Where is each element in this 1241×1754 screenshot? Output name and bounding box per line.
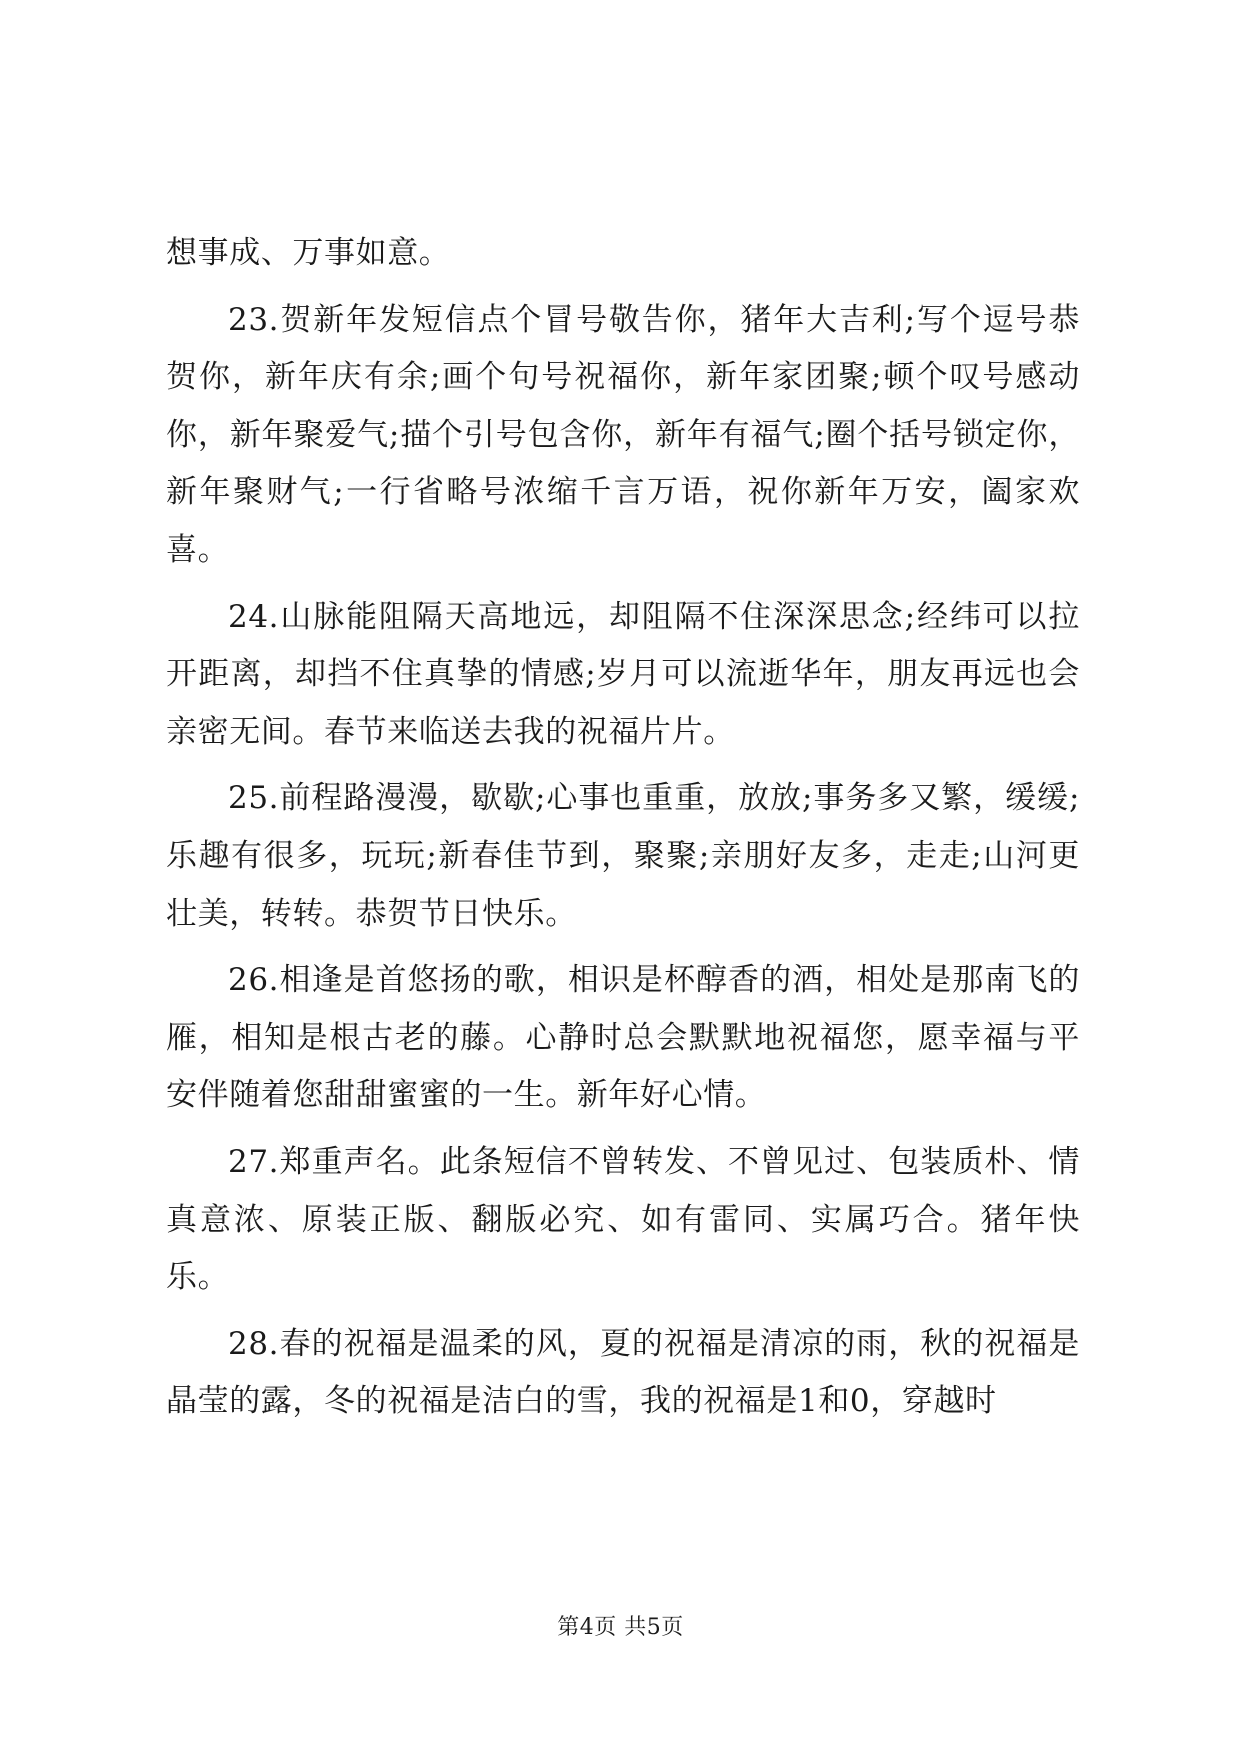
paragraph-27: 27.郑重声名。此条短信不曾转发、不曾见过、包装质朴、情真意浓、原装正版、翻版必究、如有雷同、实属巧合。猪年快乐。 bbox=[166, 1143, 1080, 1296]
paragraph-28: 28.春的祝福是温柔的风，夏的祝福是清凉的雨，秋的祝福是晶莹的露，冬的祝福是洁白的雪，我的祝福是1和0，穿越时 bbox=[166, 1325, 1080, 1420]
page-footer: 第4页 共5页 bbox=[557, 1615, 684, 1640]
paragraph-26: 26.相逢是首悠扬的歌，相识是杯醇香的酒，相处是那南飞的雁，相知是根古老的藤。心静时总会默默地祝福您，愿幸福与平安伴随着您甜甜蜜蜜的一生。新年好心情。 bbox=[166, 962, 1080, 1114]
document-body bbox=[166, 225, 1080, 1440]
paragraph-23: 23.贺新年发短信点个冒号敬告你，猪年大吉利;写个逗号恭贺你，新年庆有余;画个句号祝福你，新年家团聚;顿个叹号感动你，新年聚爱气;描个引号包含你，新年有福气;圈个括号锁定你，新年聚财气;一行省略号浓缩千言万语，祝你新年万安，阖家欢喜。 bbox=[166, 301, 1080, 568]
paragraph-24: 24.山脉能阻隔天高地远，却阻隔不住深深思念;经纬可以拉开距离，却挡不住真挚的情感;岁月可以流逝华年，朋友再远也会亲密无间。春节来临送去我的祝福片片。 bbox=[166, 598, 1080, 750]
paragraph-25: 25.前程路漫漫，歇歇;心事也重重，放放;事务多又繁，缓缓;乐趣有很多，玩玩;新春佳节到，聚聚;亲朋好友多，走走;山河更壮美，转转。恭贺节日快乐。 bbox=[166, 780, 1080, 932]
paragraph-22-continued: 想事成、万事如意。 bbox=[166, 235, 451, 271]
